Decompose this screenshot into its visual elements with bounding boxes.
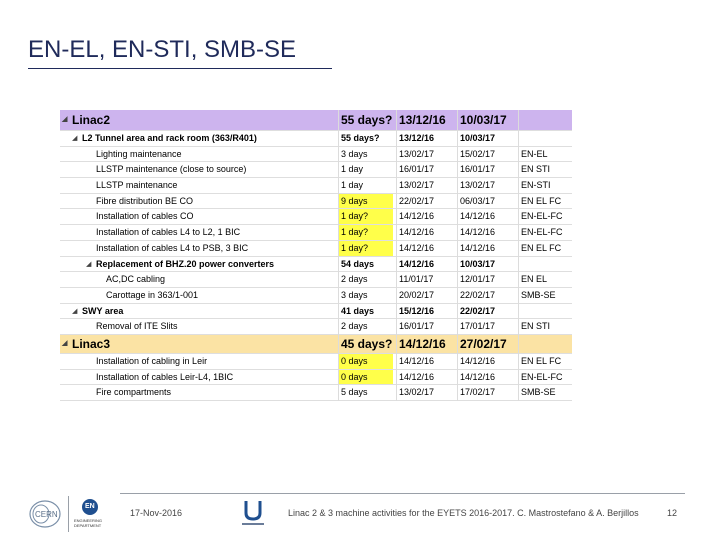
schedule-row[interactable]: [60, 272, 572, 288]
task-start: 20/02/17: [399, 289, 435, 300]
task-duration: 45 days?: [341, 336, 393, 351]
collapse-triangle-icon[interactable]: ◢: [72, 135, 78, 142]
task-name: LLSTP maintenance: [96, 180, 178, 191]
task-duration: 1 day?: [338, 241, 393, 256]
task-duration: 54 days: [341, 258, 375, 269]
collapse-triangle-icon[interactable]: ◢: [62, 116, 68, 123]
task-start: 13/02/17: [399, 180, 435, 191]
task-name: Installation of cables CO: [96, 211, 194, 222]
task-finish: 12/01/17: [460, 274, 496, 285]
schedule-row[interactable]: [60, 354, 572, 370]
task-start: 14/12/16: [399, 211, 435, 222]
task-finish: 22/02/17: [460, 289, 496, 300]
task-group: EN-EL-FC: [521, 227, 563, 238]
task-finish: 27/02/17: [460, 336, 507, 351]
svg-text:CERN: CERN: [35, 510, 58, 519]
footer-text: Linac 2 & 3 machine activities for the EYETS 2016-2017. C. Mastrostefano & A. Berjillos: [288, 508, 639, 518]
task-name: SWY area: [82, 305, 124, 316]
schedule-row[interactable]: [60, 110, 572, 131]
task-finish: 10/03/17: [460, 258, 496, 269]
schedule-row[interactable]: [60, 147, 572, 163]
task-duration: 2 days: [341, 321, 368, 332]
task-start: 14/12/16: [399, 355, 435, 366]
task-name: Removal of ITE Slits: [96, 321, 178, 332]
schedule-row[interactable]: [60, 370, 572, 386]
column-divider: [396, 110, 397, 401]
task-start: 16/01/17: [399, 321, 435, 332]
task-duration: 2 days: [341, 274, 368, 285]
task-finish: 10/03/17: [460, 133, 496, 143]
schedule-row[interactable]: [60, 225, 572, 241]
task-name: L2 Tunnel area and rack room (363/R401): [82, 133, 257, 143]
task-finish: 17/01/17: [460, 321, 496, 332]
task-name: Fibre distribution BE CO: [96, 195, 194, 206]
task-name: Installation of cables L4 to PSB, 3 BIC: [96, 242, 249, 253]
collapse-triangle-icon[interactable]: ◢: [86, 260, 92, 268]
task-finish: 14/12/16: [460, 227, 496, 238]
schedule-row[interactable]: [60, 241, 572, 257]
task-finish: 14/12/16: [460, 371, 496, 382]
task-start: 13/12/16: [399, 133, 435, 143]
task-finish: 10/03/17: [460, 113, 507, 127]
task-group: EN STI: [521, 164, 551, 175]
task-duration: 0 days: [338, 370, 393, 385]
cern-logo-icon: [28, 498, 62, 530]
task-start: 13/12/16: [399, 113, 446, 127]
footer-divider: [120, 493, 685, 494]
task-name: Carottage in 363/1-001: [106, 289, 199, 300]
center-logo-icon: [236, 499, 270, 527]
column-divider: [338, 110, 339, 401]
task-duration: 3 days: [341, 148, 368, 159]
task-name: Lighting maintenance: [96, 148, 182, 159]
task-group: EN EL FC: [521, 355, 562, 366]
task-group: EN-EL-FC: [521, 211, 563, 222]
page-number: 12: [667, 508, 678, 518]
schedule-row[interactable]: [60, 304, 572, 320]
task-start: 14/12/16: [399, 258, 435, 269]
task-name: Replacement of BHZ.20 power converters: [96, 258, 275, 269]
task-group: EN EL: [521, 274, 548, 285]
footer-date: 17-Nov-2016: [130, 508, 183, 518]
collapse-triangle-icon[interactable]: ◢: [62, 339, 68, 347]
task-duration: 1 day: [341, 180, 364, 191]
task-finish: 15/02/17: [460, 148, 496, 159]
task-finish: 14/12/16: [460, 355, 496, 366]
task-name: LLSTP maintenance (close to source): [96, 164, 247, 175]
task-group: EN STI: [521, 321, 551, 332]
task-duration: 55 days?: [341, 133, 380, 143]
task-finish: 22/02/17: [460, 305, 496, 316]
schedule-row[interactable]: [60, 257, 572, 273]
task-finish: 14/12/16: [460, 211, 496, 222]
task-duration: 9 days: [338, 194, 393, 209]
task-start: 15/12/16: [399, 305, 435, 316]
task-duration: 0 days: [338, 354, 393, 369]
task-name: Installation of cabling in Leir: [96, 355, 208, 366]
schedule-row[interactable]: [60, 131, 572, 147]
task-duration: 1 day: [341, 164, 364, 175]
task-name: Fire compartments: [96, 387, 172, 398]
task-start: 22/02/17: [399, 195, 435, 206]
task-group: EN EL FC: [521, 195, 562, 206]
task-group: SMB-SE: [521, 387, 556, 398]
task-duration: 1 day?: [338, 225, 393, 240]
schedule-table: [60, 110, 572, 401]
task-start: 11/01/17: [399, 274, 434, 285]
task-duration: 41 days: [341, 305, 375, 316]
task-name: Linac3: [72, 336, 111, 351]
schedule-row[interactable]: [60, 178, 572, 194]
task-finish: 16/01/17: [460, 164, 496, 175]
en-department-logo-icon: EN ENGINEERING DEPARTMENT: [68, 496, 118, 532]
task-name: AC,DC cabling: [106, 274, 166, 285]
collapse-triangle-icon[interactable]: ◢: [72, 307, 78, 315]
task-finish: 14/12/16: [460, 242, 496, 253]
task-duration: 5 days: [341, 387, 368, 398]
task-start: 14/12/16: [399, 371, 435, 382]
task-start: 13/02/17: [399, 387, 435, 398]
column-divider: [457, 110, 458, 401]
column-divider: [518, 110, 519, 401]
task-duration: 55 days?: [341, 113, 393, 127]
task-start: 16/01/17: [399, 164, 435, 175]
task-name: Linac2: [72, 113, 111, 127]
task-duration: 3 days: [341, 289, 368, 300]
task-start: 13/02/17: [399, 148, 435, 159]
task-group: EN EL FC: [521, 242, 562, 253]
schedule-row[interactable]: [60, 335, 572, 354]
task-finish: 13/02/17: [460, 180, 496, 191]
task-start: 14/12/16: [399, 242, 435, 253]
schedule-row[interactable]: [60, 288, 572, 304]
task-start: 14/12/16: [399, 227, 435, 238]
task-name: Installation of cables Leir-L4, 1BIC: [96, 371, 234, 382]
schedule-row[interactable]: [60, 162, 572, 178]
schedule-row[interactable]: [60, 385, 572, 401]
task-group: SMB-SE: [521, 289, 556, 300]
task-finish: 06/03/17: [460, 195, 496, 206]
schedule-row[interactable]: [60, 194, 572, 210]
task-finish: 17/02/17: [460, 387, 496, 398]
task-start: 14/12/16: [399, 336, 446, 351]
title-underline: [28, 68, 332, 69]
slide-title: EN-EL, EN-STI, SMB-SE: [28, 36, 297, 63]
schedule-row[interactable]: [60, 209, 572, 225]
task-duration: 1 day?: [338, 209, 393, 224]
schedule-row[interactable]: [60, 319, 572, 335]
task-group: EN-EL-FC: [521, 371, 563, 382]
task-name: Installation of cables L4 to L2, 1 BIC: [96, 227, 241, 238]
task-group: EN-EL: [521, 148, 548, 159]
task-group: EN-STI: [521, 180, 551, 191]
